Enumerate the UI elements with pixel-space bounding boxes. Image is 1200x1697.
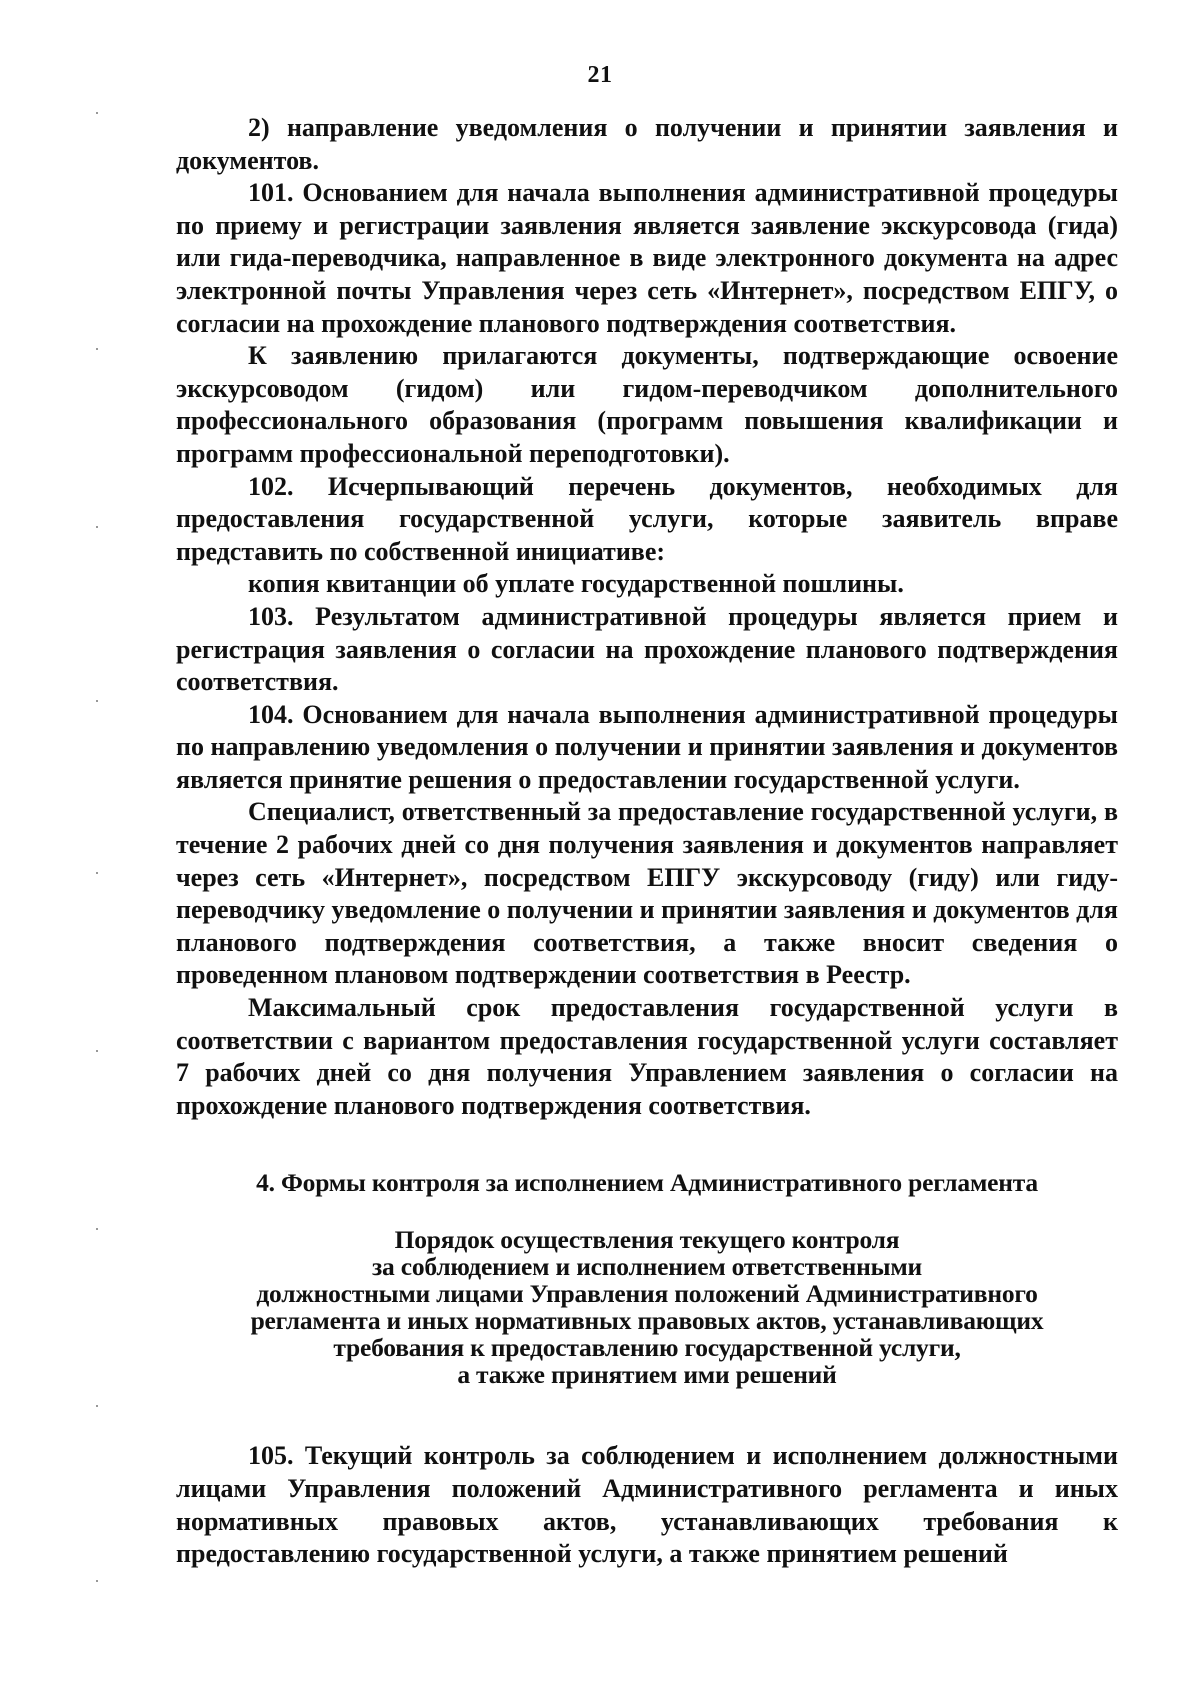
scan-margin-dots (96, 0, 100, 1697)
page-number: 21 (587, 62, 613, 88)
paragraph-103: 103. Результатом административной процедуры является прием и регистрация заявления о согласии на прохождение планового подтверждения соответствия. (176, 601, 1118, 697)
paragraph-fee-receipt: копия квитанции об уплате государственной пошлины. (248, 569, 904, 599)
sub-heading-line: за соблюдением и исполнением ответственными (371, 1252, 923, 1282)
sub-heading-line: Порядок осуществления текущего контроля (394, 1225, 900, 1255)
paragraph-102: 102. Исчерпывающий перечень документов, необходимых для предоставления государственной услуги, которые заявитель вправе представить по собственной инициативе: (176, 471, 1118, 566)
sub-heading-line: требования к предоставлению государственной услуги, (333, 1333, 961, 1363)
paragraph-max-term: Максимальный срок предоставления государственной услуги в соответствии с вариантом предоставления государственной услуги составляет 7 рабочих дней со дня получения Управлением заявления о согласии на прохождение планового подтверждения соответствия. (176, 993, 1118, 1120)
section-heading: 4. Формы контроля за исполнением Административного регламента (256, 1168, 1038, 1198)
paragraph-specialist: Специалист, ответственный за предоставление государственной услуги, в течение 2 рабочих дней со дня получения заявления и документов направляет через сеть «Интернет», посредством ЕПГУ экскурсоводу (гиду) или гиду-переводчику уведомление о получении и принятии заявления и документов для планового подтверждения соответствия, а также вносит сведения о проведенном плановом подтверждении соответствия в Реестр. (176, 797, 1118, 990)
sub-heading-line: регламента и иных нормативных правовых актов, устанавливающих (250, 1306, 1044, 1336)
paragraph-105: 105. Текущий контроль за соблюдением и исполнением должностными лицами Управления положений Административного регламента и иных нормативных правовых актов, устанавливающих требования к предоставлению государственной услуги, а также принятием решений (176, 1441, 1118, 1569)
paragraph-attachments: К заявлению прилагаются документы, подтверждающие освоение экскурсоводом (гидом) или гидом-переводчиком дополнительного профессионального образования (программ повышения квалификации и программ профессиональной переподготовки). (176, 341, 1118, 468)
sub-heading-line: должностными лицами Управления положений Административного (256, 1279, 1038, 1309)
sub-heading-line: а также принятием ими решений (457, 1360, 837, 1390)
paragraph-104: 104. Основанием для начала выполнения административной процедуры по направлению уведомления о получении и принятии заявления и документов является принятие решения о предоставлении государственной услуги. (176, 699, 1118, 794)
document-body (176, 112, 1118, 1571)
sub-heading (176, 1226, 1118, 1388)
paragraph-101: 101. Основанием для начала выполнения административной процедуры по приему и регистрации заявления является заявление экскурсовода (гида) или гида-переводчика, направленное в виде электронного документа на адрес электронной почты Управления через сеть «Интернет», посредством ЕПГУ, о согласии на прохождение планового подтверждения соответствия. (176, 178, 1118, 338)
paragraph-item-2: 2) направление уведомления о получении и принятии заявления и документов. (176, 113, 1118, 175)
